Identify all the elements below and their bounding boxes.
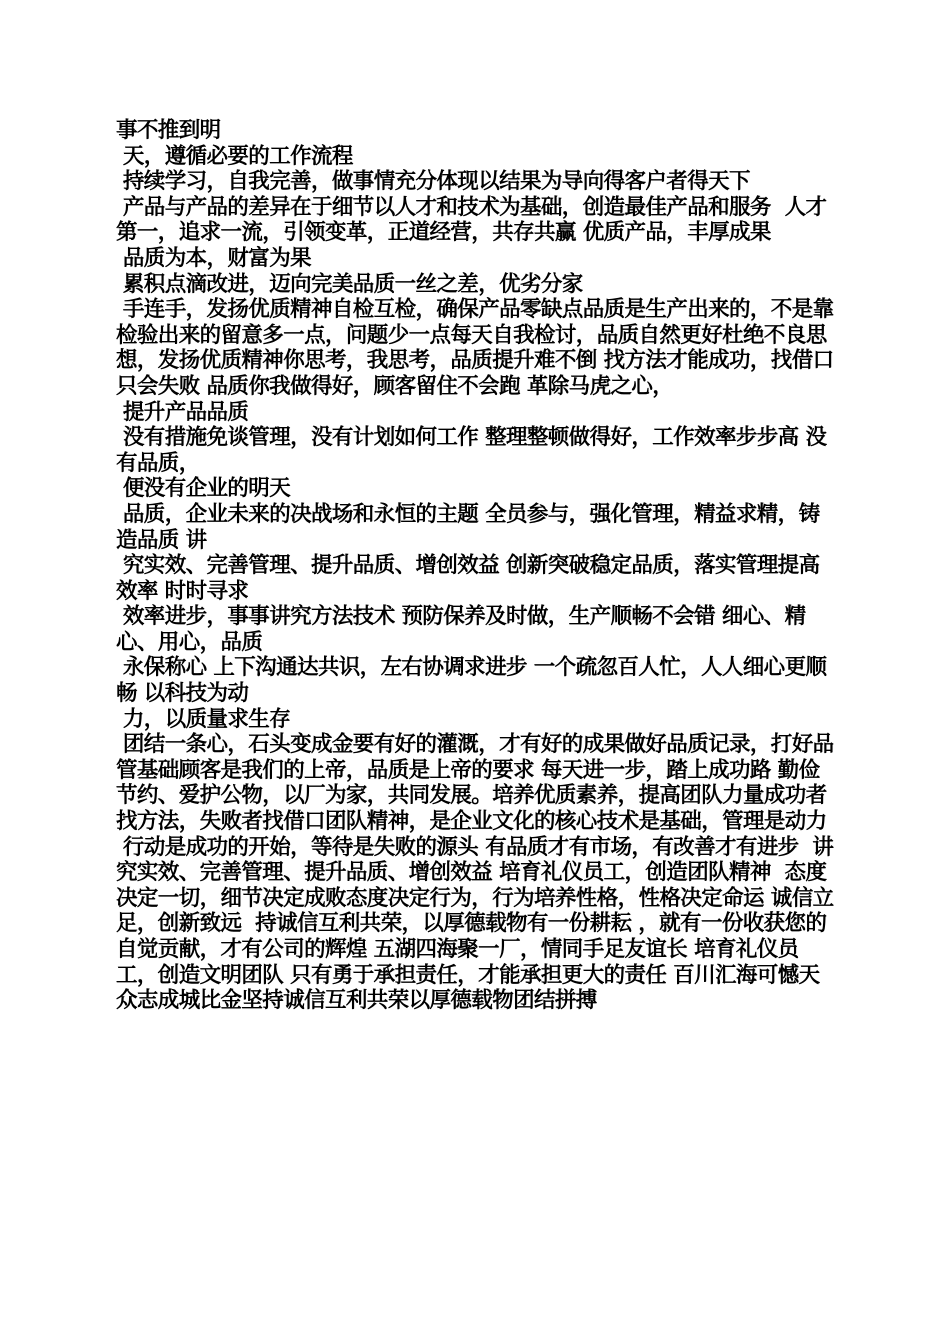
paragraph-11: 品质，企业未来的决战场和永恒的主题 全员参与，强化管理，精益求精，铸造品质 讲 [116,501,820,553]
paragraph-14: 永保称心 上下沟通达共识，左右协调求进步 一个疏忽百人忙，人人细心更顺畅 以科技为动 [116,655,827,707]
paragraph-12: 究实效、完善管理、提升品质、增创效益 创新突破稳定品质，落实管理提高效率 时时寻求 [116,553,820,604]
document-body [116,118,836,1014]
paragraph-15: 力，以质量求生存 [116,706,291,732]
paragraph-5: 品质为本，财富为果 [116,245,311,271]
paragraph-17: 行动是成功的开始，等待是失败的源头 有品质才有市场，有改善才有进步 讲究实效、完善管理、提升品质、增创效益 培育礼仪员工，创造团队精神 态度决定一切，细节决定成败态度决定行为，行为培养性格，性格决定命运 诚信立足，创新致远 持诚信互利共荣，以厚德载物有一份耕耘 ，就有一份收获您的自觉贡献，才有公司的辉煌 五湖四海聚一厂，情同手足友谊长 培育礼仪员工，创造文明团队 只有勇于承担责任，才能承担更大的责任 百川汇海可憾天 众志成城比金坚持诚信互利共荣以厚德载物团结拼搏 [116,834,834,1014]
paragraph-16: 团结一条心，石头变成金要有好的灌溉，才有好的成果做好品质记录，打好品管基础顾客是我们的上帝，品质是上帝的要求 每天进一步，踏上成功路 勤俭节约、爱护公物，以厂为家，共同发展。培养优质素养，提高团队力量成功者找方法，失败者找借口团队精神，是企业文化的核心技术是基础，管理是动力 [116,732,834,835]
paragraph-13: 效率进步，事事讲究方法技术 预防保养及时做，生产顺畅不会错 细心、精心、用心，品质 [116,604,806,655]
paragraph-4: 产品与产品的差异在于细节以人才和技术为基础，创造最佳产品和服务 人才第一，追求一流，引领变革，正道经营，共存共赢 优质产品，丰厚成果 [116,194,827,246]
paragraph-7: 手连手，发扬优质精神自检互检，确保产品零缺点品质是生产出来的，不是靠检验出来的留意多一点，问题少一点每天自我检讨，品质自然更好杜绝不良思想，发扬优质精神你思考，我思考，品质提升难不倒 找方法才能成功，找借口只会失败 品质你我做得好，顾客留住不会跑 革除马虎之心， [116,297,834,399]
paragraph-3: 持续学习，自我完善，做事情充分体现以结果为导向得客户者得天下 [116,169,750,195]
paragraph-2: 天，遵循必要的工作流程 [116,143,353,169]
paragraph-6: 累积点滴改进，迈向完美品质一丝之差，优劣分家 [116,271,583,297]
paragraph-1: 事不推到明 [116,118,221,143]
paragraph-8: 提升产品品质 [116,399,249,425]
paragraph-10: 便没有企业的明天 [116,476,291,502]
paragraph-9: 没有措施免谈管理，没有计划如何工作 整理整顿做得好，工作效率步步高 没有品质， [116,425,827,476]
